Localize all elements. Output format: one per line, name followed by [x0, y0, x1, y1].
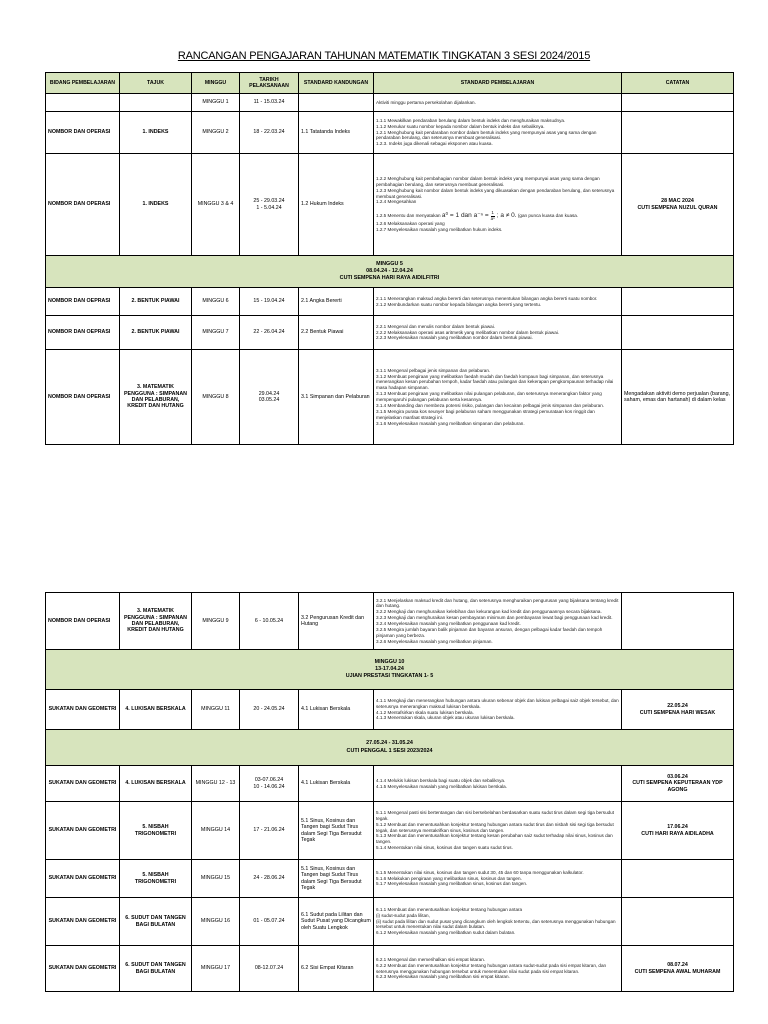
sp-line: 3.1.6 Menyelesaikan masalah yang melibatkan simpanan dan pelaburan.	[376, 420, 525, 426]
sp-line: 3.1.4 Membanding dan membeza potensi risiko, pulangan dan kecairan pelbagai jenis simpanan dan pelaburan.	[376, 402, 605, 408]
sp-line: 2.2.2 Melaksanakan operasi asas aritmetik yang melibatkan nombor dalam bentuk piawai.	[376, 329, 560, 335]
header-catatan: CATATAN	[622, 73, 734, 94]
cell-minggu: MINGGU 8	[192, 350, 240, 445]
sp-line: 6.1.1 Membuat dan menentusahkan konjektur tentang hubungan antara	[376, 906, 523, 912]
cell-tarikh: 01 - 05.07.24	[240, 898, 299, 946]
cell-sp	[374, 94, 622, 112]
cell-bidang: SUKATAN DAN GEOMETRI	[46, 860, 120, 898]
sp-line: 4.1.1 Mengkaji dan menerangkan hubungan antara ukuran sebenar objek dan lukisan pelbagai saiz objek tersebut, dan seterusnya menerangkan maksud lukisan berskala.	[376, 697, 619, 709]
cell-catatan: 08.07.24 CUTI SEMPENA AWAL MUHARAM	[622, 946, 734, 992]
holiday-banner: MINGGU 5 08.04.24 - 12.04.24 CUTI SEMPENA HARI RAYA AIDILFITRI	[46, 256, 734, 288]
fraction	[491, 211, 495, 221]
sp-line: 1.1.1 Mewakilkan pendaraban berulang dalam bentuk indeks dan menghuraikan maksudnya.	[376, 117, 566, 123]
cell-bidang: NOMBOR DAN OPERASI	[46, 593, 120, 650]
header-minggu: MINGGU	[192, 73, 240, 94]
sp-line: 2.1.2 Membundarkan suatu nombor kepada bilangan angka bererti yang tertentu.	[376, 301, 542, 307]
header-bidang: BIDANG PEMBELAJARAN	[46, 73, 120, 94]
sp-line: 5.1.1 Mengenal pasti sisi bertentangan dan sisi bersebelahan berdasarkan suatu sudut tirus dalam segi tiga bersudut tegak.	[376, 809, 615, 821]
sp-line: 6.2.1 Mengenal dan memerihalkan sisi empat kitaran.	[376, 956, 486, 962]
cell-tarikh: 29.04.24 03.05.24	[240, 350, 299, 445]
fraction-numerator: 1	[491, 210, 494, 216]
table-row	[46, 766, 734, 802]
header-tarikh: TARIKH PELAKSANAAN	[240, 73, 299, 94]
cell-bidang	[46, 94, 120, 112]
sp-line: Aktiviti minggu pertama persekolahan dijalankan.	[376, 99, 476, 105]
holiday-row	[46, 730, 734, 766]
cell-tajuk: 1. INDEKS	[120, 154, 192, 256]
cell-minggu: MINGGU 3 & 4	[192, 154, 240, 256]
sp-line: 1.2.3 Menghubung kait nombor dalam bentuk indeks yang dikuasakan dengan pendaraban berulang, dan seterusnya membuat generalisasi.	[376, 187, 615, 199]
cell-minggu: MINGGU 7	[192, 316, 240, 350]
table-row	[46, 593, 734, 650]
sp-line: 3.2.6 Menyelesaikan masalah yang melibatkan pinjaman.	[376, 638, 493, 644]
table-row	[46, 860, 734, 898]
cell-minggu: MINGGU 17	[192, 946, 240, 992]
cell-bidang: SUKATAN DAN GEOMETRI	[46, 898, 120, 946]
cell-sp	[374, 860, 622, 898]
cell-tajuk: 6. SUDUT DAN TANGEN BAGI BULATAN	[120, 898, 192, 946]
cell-sk: 5.1 Sinus, Kosinus dan Tangen bagi Sudut Tirus dalam Segi Tiga Bersudut Tegak	[299, 802, 374, 860]
cell-minggu: MINGGU 1	[192, 94, 240, 112]
header-tajuk: TAJUK	[120, 73, 192, 94]
sp-line: 3.1.3 Membuat pengiraan yang melibatkan nilai pulangan pelaburan, dan seterusnya menerangkan faktor yang mempengaruhi pulangan pelaburan serta kesannya.	[376, 391, 602, 402]
sp-line: 3.2.2 Mengkaji dan menghuraikan kelebihan dan kekurangan kad kredit dan penggunaannya secara bijaksana.	[376, 609, 602, 615]
cell-sp	[374, 288, 622, 316]
cell-tarikh: 08-12.07.24	[240, 946, 299, 992]
sp-line: 1.2.3. Indeks juga dikenali sebagai eksponen atau kuasa.	[376, 141, 493, 147]
sp-line: 1.2.6 Melaksanakan operasi yang	[376, 221, 445, 227]
cell-sp	[374, 946, 622, 992]
cell-minggu: MINGGU 14	[192, 802, 240, 860]
sp-line: 2.2.1 Mengenal dan menulis nombor dalam bentuk piawai.	[376, 323, 496, 329]
cell-minggu: MINGGU 11	[192, 690, 240, 730]
table-row	[46, 154, 734, 256]
cell-bidang: SUKATAN DAN GEOMETRI	[46, 766, 120, 802]
sp-line: 5.1.2 Membuat dan menentusahkan konjektur tentang hubungan antara sudut tirus dan nisbah sisi segi tiga bersudut tegak, dan seterusnya mentakrifkan sinus, kosinus dan tangen.	[376, 821, 614, 833]
sp-line: 5.1.3 Membuat dan menentusahkan konjektur tentang kesan perubahan saiz sudut terhadap nilai sinus, kosinus dan tangen.	[376, 833, 613, 845]
cell-sk: 5.1 Sinus, Kosinus dan Tangen bagi Sudut Tirus dalam Segi Tiga Bersudut Tegak	[299, 860, 374, 898]
cell-catatan: 28 MAC 2024 CUTI SEMPENA NUZUL QURAN	[622, 154, 734, 256]
cell-sp	[374, 350, 622, 445]
table-row	[46, 946, 734, 992]
index-formula: a⁰ = 1 dan a⁻ⁿ =	[441, 212, 489, 220]
cell-minggu: MINGGU 15	[192, 860, 240, 898]
cell-tajuk: 2. BENTUK PIAWAI	[120, 316, 192, 350]
cell-sk	[299, 94, 374, 112]
header-sk: STANDARD KANDUNGAN	[299, 73, 374, 94]
cell-catatan	[622, 288, 734, 316]
sp-line: 6.1.2 Menyelesaikan masalah yang melibatkan sudut dalam bulatan.	[376, 930, 516, 936]
sp-line: 3.2.1 Menjelaskan maksud kredit dan hutang, dan seterusnya menghuraikan pengurusan yang bijaksana tentang kredit dan hutang.	[376, 597, 619, 609]
cell-sp	[374, 112, 622, 154]
header-row	[46, 73, 734, 94]
cell-sk: 3.2 Pengurusan Kredit dan Hutang	[299, 593, 374, 650]
cell-catatan	[622, 593, 734, 650]
cell-bidang: NOMBOR DAN OPERASI	[46, 154, 120, 256]
cell-tajuk: 4. LUKISAN BERSKALA	[120, 690, 192, 730]
cell-tajuk: 4. LUKISAN BERSKALA	[120, 766, 192, 802]
sp-line: 1.1.2 Menukar suatu nombor kepada nombor dalam bentuk indeks dan sebaliknya.	[376, 123, 545, 129]
table-row	[46, 94, 734, 112]
cell-sk: 3.1 Simpanan dan Pelaburan	[299, 350, 374, 445]
sp-line: 4.1.4 Melukis lukisan berskala bagi suatu objek dan sebaliknya.	[376, 777, 506, 783]
cell-tarikh: 15 - 19.04.24	[240, 288, 299, 316]
sp-line: 5.1.6 Melakukan pengiraan yang melibatkan sinus, kosinus dan tangen.	[376, 875, 522, 881]
header-sp: STANDARD PEMBELAJARAN	[374, 73, 622, 94]
cell-sp	[374, 802, 622, 860]
sp-line: 3.2.4 Menyelesaikan masalah yang melibatkan penggunaan kad kredit.	[376, 621, 521, 626]
cell-catatan	[622, 112, 734, 154]
sp-line: 1.2.1 Menghubung kait pendaraban nombor dalam bentuk indeks yang mempunyai asas yang sama dengan pendaraban berulang, dan seterusnya membuat generalisasi.	[376, 129, 597, 141]
sp-formula-suffix: (gan punca kuasa dan kuasa.	[516, 213, 579, 219]
cell-sp	[374, 154, 622, 256]
plan-table-part-2	[45, 592, 734, 992]
cell-catatan: 17.06.24 CUTI HARI RAYA AIDILADHA	[622, 802, 734, 860]
cell-sp	[374, 316, 622, 350]
cell-tarikh: 22 - 26.04.24	[240, 316, 299, 350]
cell-tajuk: 5. NISBAH TRIGONOMETRI	[120, 860, 192, 898]
sp-line: 4.1.3 Menentukan skala, ukuran objek atau ukuran lukisan berskala.	[376, 715, 515, 721]
cell-sk: 6.2 Sisi Empat Kitaran	[299, 946, 374, 992]
sp-line: 3.2.3 Mengkaji dan menghuraikan kesan pembayaran minimum dan pembayaran lewat bagi penggunaan kad kredit.	[376, 615, 613, 621]
cell-bidang: SUKATAN DAN GEOMETRI	[46, 946, 120, 992]
cell-sk: 2.1 Angka Bererti	[299, 288, 374, 316]
table-row	[46, 316, 734, 350]
sp-line: 3.2.5 Mengira jumlah bayaran balik pinjaman dan bayaran ansuran, dengan pelbagai kadar faedah dan tempoh pinjaman yang berbeza.	[376, 626, 603, 638]
sp-line: 5.1.5 Menentukan nilai sinus, kosinus dan tangen sudut 30, 45 dan 60 tanpa menggunakan kalkulator.	[376, 869, 584, 875]
sp-line: 2.1.1 Menerangkan maksud angka bererti dan seterusnya menentukan bilangan angka bererti suatu nombor.	[376, 295, 598, 301]
table-row	[46, 690, 734, 730]
sp-line: 1.2.2 Menghubung kait pembahagian nombor dalam bentuk indeks yang mempunyai asas yang sama dengan pembahagian berulang, dan seterusnya membuat generalisasi.	[376, 175, 600, 187]
cell-tajuk: 1. INDEKS	[120, 112, 192, 154]
page-title: RANCANGAN PENGAJARAN TAHUNAN MATEMATIK TINGKATAN 3 SESI 2024/2015	[177, 50, 591, 62]
table-row	[46, 350, 734, 445]
cell-bidang: SUKATAN DAN GEOMETRI	[46, 802, 120, 860]
holiday-banner: 27.05.24 - 31.05.24 CUTI PENGGAL 1 SESI 2023/2024	[46, 730, 734, 766]
cell-tarikh: 20 - 24.05.24	[240, 690, 299, 730]
cell-tarikh: 17 - 21.06.24	[240, 802, 299, 860]
cell-catatan	[622, 860, 734, 898]
cell-sk: 1.2 Hukum Indeks	[299, 154, 374, 256]
cell-catatan: 03.06.24 CUTI SEMPENA KEPUTERAAN YDP AGONG	[622, 766, 734, 802]
cell-sk: 2.2 Bentuk Piawai	[299, 316, 374, 350]
sp-line: 1.2.7 Menyelesaikan masalah yang melibatkan hukum indeks.	[376, 227, 503, 233]
cell-tajuk: 3. MATEMATIK PENGGUNA : SIMPANAN DAN PELABURAN, KREDIT DAN HUTANG	[120, 350, 192, 445]
cell-tarikh: 18 - 22.03.24	[240, 112, 299, 154]
cell-tarikh: 11 - 15.03.24	[240, 94, 299, 112]
cell-tajuk: 6. SUDUT DAN TANGEN BAGI BULATAN	[120, 946, 192, 992]
cell-minggu: MINGGU 9	[192, 593, 240, 650]
cell-bidang: SUKATAN DAN GEOMETRI	[46, 690, 120, 730]
cell-minggu: MINGGU 16	[192, 898, 240, 946]
cell-catatan	[622, 94, 734, 112]
sp-line: 2.2.3 Menyelesaikan masalah yang melibatkan nombor dalam bentuk piawai.	[376, 335, 533, 341]
cell-sp	[374, 766, 622, 802]
cell-tarikh: 24 - 28.06.24	[240, 860, 299, 898]
holiday-row	[46, 650, 734, 690]
cell-sp	[374, 898, 622, 946]
cell-tajuk	[120, 94, 192, 112]
cell-tajuk: 5. NISBAH TRIGONOMETRI	[120, 802, 192, 860]
cell-tajuk: 3. MATEMATIK PENGGUNA : SIMPANAN DAN PELABURAN, KREDIT DAN HUTANG	[120, 593, 192, 650]
cell-catatan	[622, 898, 734, 946]
exam-banner: MINGGU 10 13-17.04.24 UJIAN PRESTASI TINGKATAN 1- 5	[46, 650, 734, 690]
cell-sk: 6.1 Sudut pada Lilitan dan Sudut Pusat yang Dicangkum oleh Suatu Lengkok	[299, 898, 374, 946]
table-row	[46, 288, 734, 316]
sp-line: (i) sudut-sudut pada lilitan,	[376, 912, 430, 918]
table-row	[46, 112, 734, 154]
plan-table-part-1	[45, 72, 734, 445]
cell-tajuk: 2. BENTUK PIAWAI	[120, 288, 192, 316]
cell-minggu: MINGGU 2	[192, 112, 240, 154]
cell-sk: 4.1 Lukisan Berskala	[299, 690, 374, 730]
cell-minggu: MINGGU 12 - 13	[192, 766, 240, 802]
formula-condition: ; a ≠ 0.	[496, 212, 517, 220]
cell-bidang: NOMBOR DAN OEPRASI	[46, 316, 120, 350]
sp-line: 6.2.2 Membuat dan menentusahkan konjektur tentang hubungan antara sudut-sudut pada sisi empat kitaran, dan seterusnya menggunakan hubungan tersebut untuk menentukan nilai sudut pada sisi empat kitaran.	[376, 962, 607, 974]
sp-line: 3.1.1 Mengenal pelbagai jenis simpanan dan pelaburan.	[376, 367, 491, 373]
sp-line: (ii) sudut pada lilitan dan sudut pusat yang dicangkum oleh lengkok tertentu, dan seterusnya menggunakan hubungan tersebut untuk menentukan nilai sudut dalam bulatan.	[376, 918, 616, 930]
cell-catatan: Mengadakan aktiviti demo perjualan (barang, saham, emas dan hartanah) di dalam kelas	[622, 350, 734, 445]
cell-sk: 4.1 Lukisan Berskala	[299, 766, 374, 802]
table-row	[46, 802, 734, 860]
sp-line: 5.1.4 Menentukan nilai sinus, kosinus dan tangen suatu sudut tirus.	[376, 845, 513, 851]
cell-bidang: NOMBOR DAN OPERASI	[46, 350, 120, 445]
sp-line: 5.1.7 Menyelesaikan masalah yang melibatkan sinus, kosinus dan tangen.	[376, 881, 528, 887]
cell-bidang: NOMBOR DAN OPERASI	[46, 112, 120, 154]
cell-tarikh: 03-07.06.24 10 - 14.06.24	[240, 766, 299, 802]
cell-sp	[374, 690, 622, 730]
cell-minggu: MINGGU 6	[192, 288, 240, 316]
holiday-row	[46, 256, 734, 288]
sp-line: 6.2.3 Menyelesaikan masalah yang melibatkan sisi empat kitaran.	[376, 974, 510, 980]
cell-sk: 1.1 Tatatanda Indeks	[299, 112, 374, 154]
cell-tarikh: 6 - 10.05.24	[240, 593, 299, 650]
sp-line: 4.1.2 Mentafsirkan skala suatu lukisan berskala.	[376, 709, 474, 715]
cell-bidang: NOMBOR DAN OEPRASI	[46, 288, 120, 316]
sp-line-formula	[376, 211, 619, 221]
cell-tarikh: 25 - 29.03.24 1 - 5.04.24	[240, 154, 299, 256]
cell-catatan: 22.05.24 CUTI SEMPENA HARI WESAK	[622, 690, 734, 730]
fraction-denominator: aⁿ	[490, 215, 495, 221]
sp-line: 3.1.2 Membuat pengiraan yang melibatkan faedah mudah dan faedah kompaun bagi simpanan, dan seterusnya menerangkan kesan perubahan tempoh, kadar faedah atau pulangan dan kekerapan pengkompaunan terhadap nilai masa hadapan simpanan.	[376, 373, 614, 391]
table-row	[46, 898, 734, 946]
sp-formula-prefix: 1.2.5 Menentu dan menyatakan	[376, 213, 442, 219]
sp-line: 4.1.5 Menyelesaikan masalah yang melibatkan lukisan berskala.	[376, 783, 507, 789]
sp-line: 3.1.5 Mengira purata kos seunyer bagi pelaburan saham menggunakan strategi pemurataan kos ringgit dan menjelaskan manfaat strategi ini.	[376, 408, 595, 420]
sp-line: 1.2.4 Mengesahkan	[376, 199, 417, 205]
cell-catatan	[622, 316, 734, 350]
cell-sp	[374, 593, 622, 650]
